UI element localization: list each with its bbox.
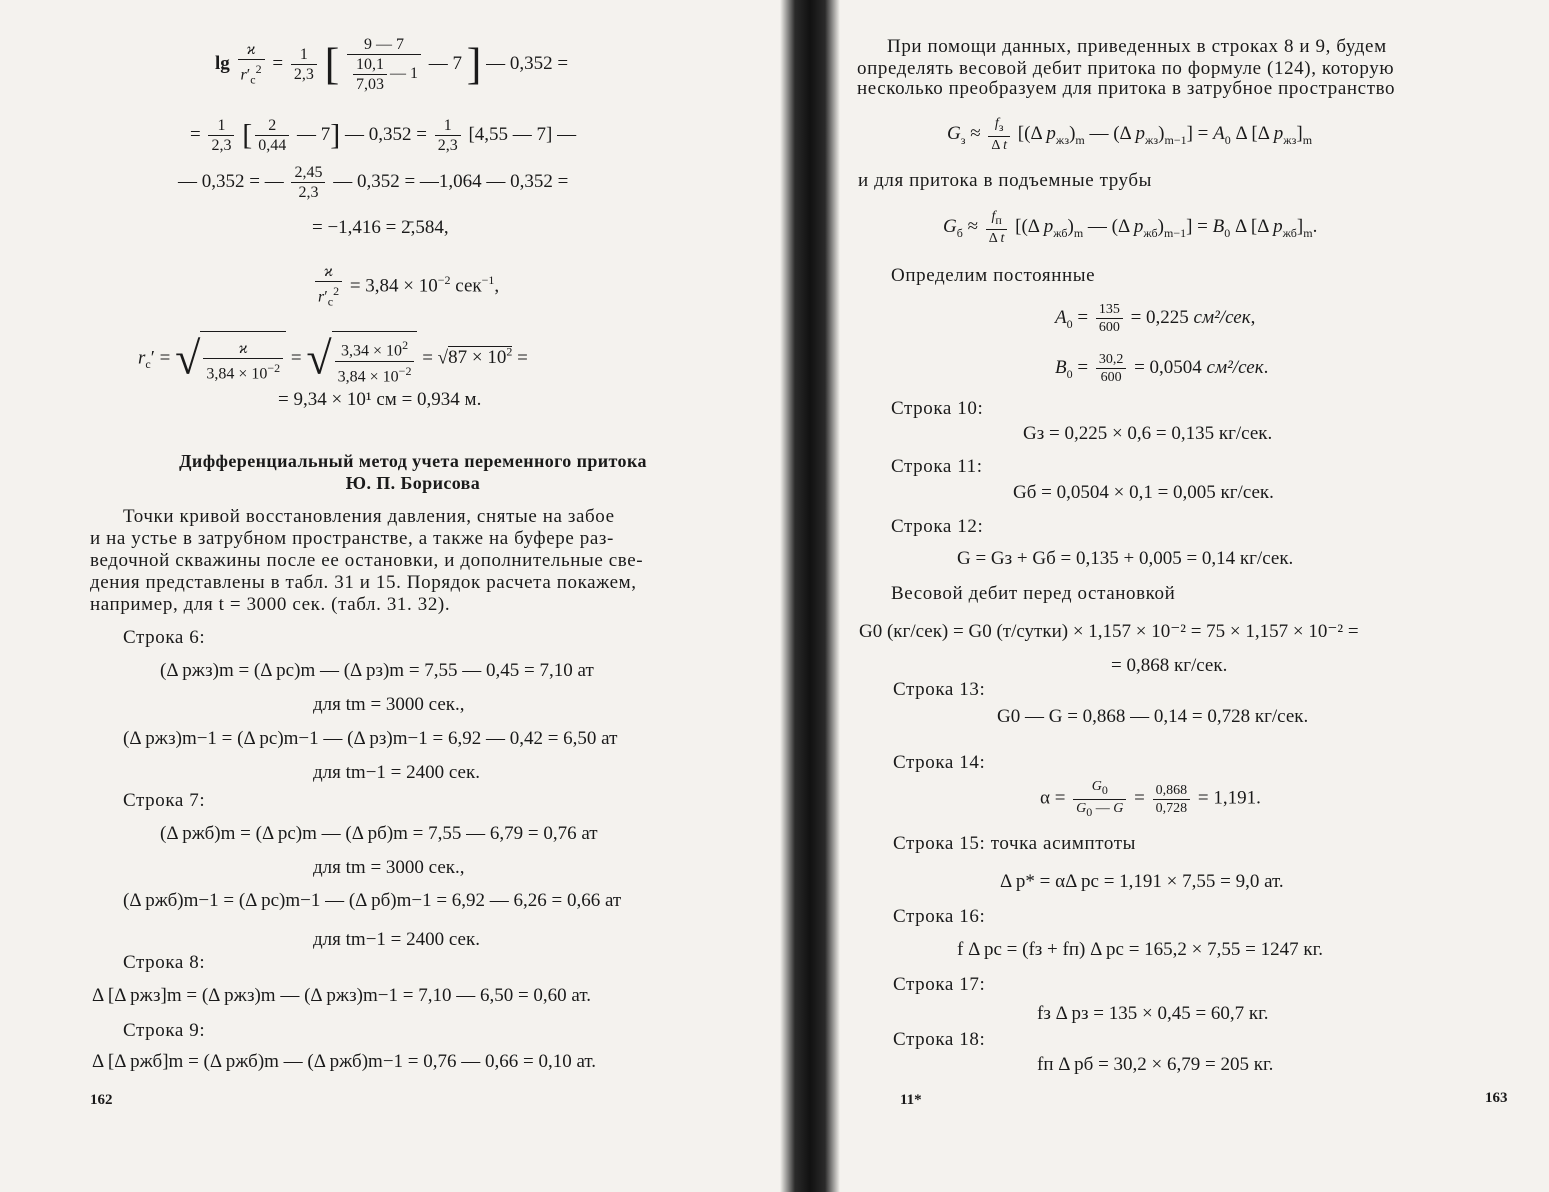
row-8-label: Строка 8: (123, 952, 206, 973)
row-12-label: Строка 12: (891, 516, 984, 537)
signature-mark: 11* (900, 1092, 922, 1108)
row-14-label: Строка 14: (893, 752, 986, 773)
paragraph-line-1: Точки кривой восстановления давления, снятые на забое (123, 506, 615, 527)
row-10-label: Строка 10: (891, 398, 984, 419)
row-9-label: Строка 9: (123, 1020, 206, 1041)
row-17-label: Строка 17: (893, 974, 986, 995)
row-17-eq: fз Δ pз = 135 × 0,45 = 60,7 кг. (1037, 1003, 1269, 1024)
paragraph-line-2: и на устье в затрубном пространстве, а также на буфере раз- (90, 528, 614, 549)
paragraph-line-3: ведочной скважины после ее остановки, и дополнительные све- (90, 550, 644, 571)
row-16-label: Строка 16: (893, 906, 986, 927)
row-7-eq-a: (Δ pжб)m = (Δ pс)m — (Δ pб)m = 7,55 — 6,79 = 0,76 ат (160, 823, 598, 844)
row-6-label: Строка 6: (123, 627, 206, 648)
row-12-eq: G = Gз + Gб = 0,135 + 0,005 = 0,14 кг/сек. (957, 548, 1294, 569)
row-8-eq: Δ [Δ pжз]m = (Δ pжз)m — (Δ pжз)m−1 = 7,10 — 6,50 = 0,60 ат. (92, 985, 592, 1006)
formula-line-7: = 9,34 × 10¹ см = 0,934 м. (278, 389, 482, 410)
intro-line-2: определять весовой дебит притока по формуле (124), которую (857, 58, 1395, 79)
formula-gz: $G_з$ ≈ $\frac{f_з}{\text{Δ t}}$ [(Δ $p_{жз})_m$ — (Δ $p_{жз})_{m-1}] = A_0$ Δ [Δ $p_{жз}]_m$ (947, 116, 1313, 154)
row-15-eq: Δ p* = αΔ pс = 1,191 × 7,55 = 9,0 ат. (1000, 871, 1284, 892)
page-number-left: 162 (90, 1092, 113, 1108)
section-heading-author: Ю. П. Борисова (345, 473, 481, 493)
page-number-right: 163 (1485, 1090, 1508, 1106)
row-14-eq: α = $\frac{G_0}{G_0 — G}$ = $\frac{0,868}{0,728}$ = 1,191. (1040, 779, 1261, 819)
row-15-label: Строка 15: точка асимптоты (893, 833, 1137, 854)
row-6-eq-d: для tm−1 = 2400 сек. (313, 762, 480, 783)
row-16-eq: f Δ pс = (fз + fп) Δ pс = 165,2 × 7,55 = 1247 кг. (957, 939, 1323, 960)
row-7-label: Строка 7: (123, 790, 206, 811)
weight-label: Весовой дебит перед остановкой (891, 583, 1176, 604)
formula-g0: G0 (кг/сек) = G0 (т/сутки) × 1,157 × 10⁻² = 75 × 1,157 × 10⁻² = (859, 621, 1359, 642)
row-7-eq-b: для tm = 3000 сек., (313, 857, 465, 878)
intro-line-3: несколько преобразуем для притока в затрубное пространство (857, 78, 1396, 99)
formula-line-3: — 0,352 = — $\frac{2,45}{2,3}$ — 0,352 = —1,064 — 0,352 = (178, 164, 569, 202)
intro-line-1: При помощи данных, приведенных в строках 8 и 9, будем (887, 36, 1387, 57)
row-11-eq: Gб = 0,0504 × 0,1 = 0,005 кг/сек. (1013, 482, 1274, 503)
constants-label: Определим постоянные (891, 265, 1096, 286)
row-13-eq: G0 — G = 0,868 — 0,14 = 0,728 кг/сек. (997, 706, 1309, 727)
row-13-label: Строка 13: (893, 679, 986, 700)
row-18-eq: fп Δ pб = 30,2 × 6,79 = 205 кг. (1037, 1054, 1274, 1075)
formula-gb: $G_б$ ≈ $\frac{f_п}{\text{Δ t}}$ [(Δ $p_{жб})_m$ — (Δ $p_{жб})_{m-1}] = B_0$ Δ [Δ $p_{жб}]_m$. (943, 209, 1318, 247)
row-11-label: Строка 11: (891, 456, 983, 477)
formula-lg: lg $\frac{ϰ}{r'_c^2}$ = $\frac{1}{2,3}$ [ 9 — 7 $\frac{10,1}{7,03}$ — 1 — 7 ] — 0,352 = (215, 36, 569, 94)
row-6-eq-a: (Δ pжз)m = (Δ pс)m — (Δ pз)m = 7,55 — 0,45 = 7,10 ат (160, 660, 594, 681)
paragraph-line-5: например, для t = 3000 сек. (табл. 31. 32). (90, 594, 451, 615)
formula-line-5: $\frac{ϰ}{r'_c^2}$ = $3,84 \times 10^{-2}$ сек$^{-1}$, (312, 258, 499, 312)
formula-b0: $B_0$ = $\frac{30,2}{600}$ = 0,0504 см²/сек. (1055, 352, 1269, 386)
formula-line-4: = −1,416 = 2̄,584, (312, 217, 449, 238)
row-6-eq-c: (Δ pжз)m−1 = (Δ pс)m−1 — (Δ pз)m−1 = 6,92 — 0,42 = 6,50 ат (123, 728, 618, 749)
formula-line-2: = $\frac{1}{2,3}$ [ $\frac{2}{0,44}$ — 7] — 0,352 = $\frac{1}{2,3}$ [4,55 — 7] — (190, 117, 577, 155)
right-page (825, 0, 1549, 1192)
formula-g0-result: = 0,868 кг/сек. (1111, 655, 1228, 676)
row-6-eq-b: для tm = 3000 сек., (313, 694, 465, 715)
section-heading: Дифференциальный метод учета переменного притока (179, 451, 647, 471)
paragraph-line-4: дения представлены в табл. 31 и 15. Порядок расчета покажем, (90, 572, 637, 593)
row-10-eq: Gз = 0,225 × 0,6 = 0,135 кг/сек. (1023, 423, 1273, 444)
row-9-eq: Δ [Δ pжб]m = (Δ pжб)m — (Δ pжб)m−1 = 0,76 — 0,66 = 0,10 ат. (92, 1051, 597, 1072)
formula-a0: $A_0$ = $\frac{135}{600}$ = 0,225 см²/сек, (1055, 302, 1256, 336)
row-7-eq-c: (Δ pжб)m−1 = (Δ pс)m−1 — (Δ pб)m−1 = 6,92 — 6,26 = 0,66 ат (123, 890, 622, 911)
tubes-line: и для притока в подъемные трубы (858, 170, 1153, 191)
row-18-label: Строка 18: (893, 1029, 986, 1050)
formula-line-6: $r_c'$ = √ $\frac{ϰ}{3,84 \times 10^{-2}}$ = √ $\frac{3,34 \times 10^2}{3,84 \times 10^{-2}}$ = $√87 \times 10^2$ = (138, 332, 528, 385)
row-7-eq-d: для tm−1 = 2400 сек. (313, 929, 480, 950)
